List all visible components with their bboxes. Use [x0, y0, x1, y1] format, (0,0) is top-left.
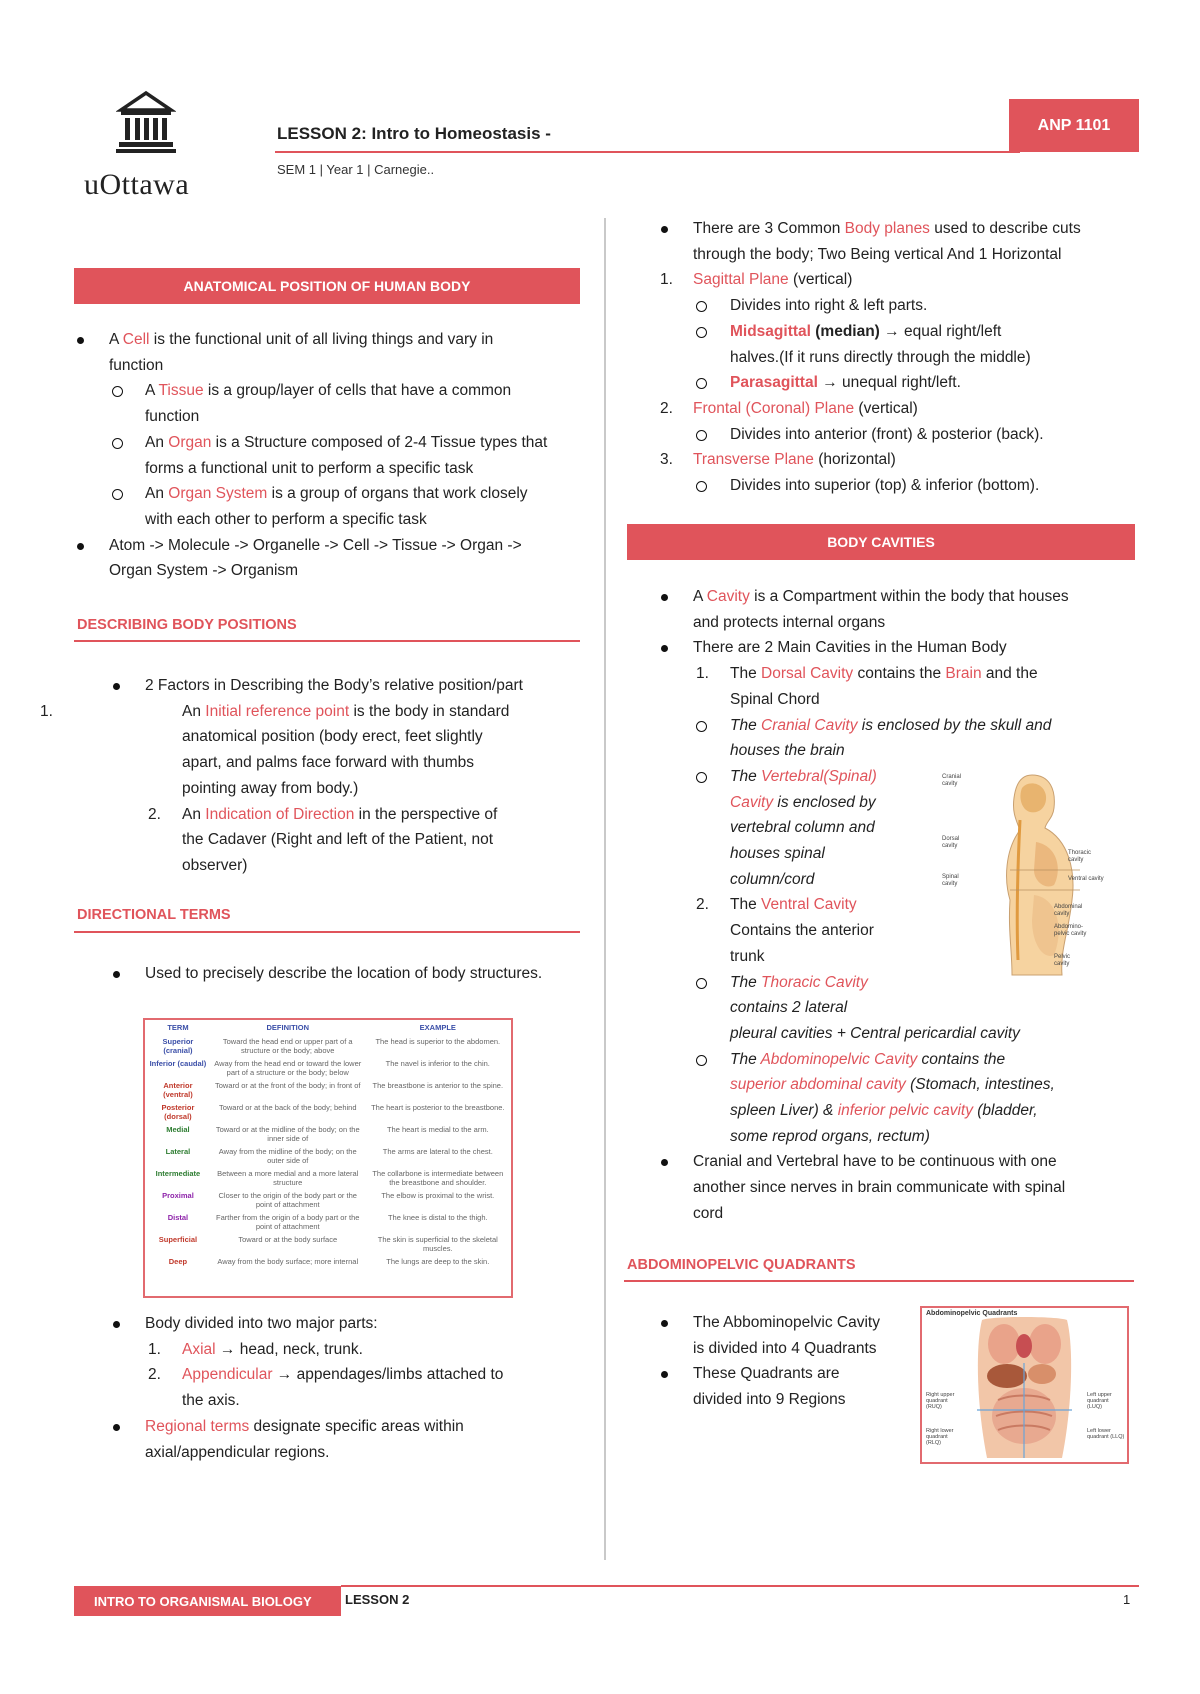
table-row: [145, 1035, 511, 1057]
list-item: Body divided into two major parts:: [74, 1311, 594, 1337]
list-item: The Cranial Cavity is enclosed by the skull and: [622, 713, 1142, 739]
table-cell: Closer to the origin of the body part or the point of attachment: [218, 1191, 357, 1209]
list-item: A Cavity is a Compartment within the body that houses: [622, 584, 1142, 610]
body-cavities-figure: [942, 770, 1104, 980]
page-number: 1: [1123, 1592, 1131, 1607]
list-item-cont: apart, and palms face forward with thumbs: [182, 754, 475, 772]
table-cell: The breastbone is anterior to the spine.: [372, 1081, 504, 1090]
figure-label: Left upper quadrant (LUQ): [1087, 1392, 1112, 1410]
table-cell: Superficial: [158, 1235, 198, 1244]
list-item: 1. Sagittal Plane (vertical): [660, 271, 853, 289]
list-item-cont: Spinal Chord: [730, 690, 820, 708]
list-item: Cranial and Vertebral have to be continuous with one: [622, 1149, 1142, 1175]
table-cell: Toward the head end or upper part of a structure or the body; above: [222, 1037, 353, 1055]
table-cell: Away from the head end or toward the lower part of a structure or the body; below: [214, 1059, 362, 1077]
list-item: Parasagittal → unequal right/left.: [622, 370, 1142, 396]
list-item-cont: some reprod organs, rectum): [730, 1127, 930, 1145]
table-cell: Distal: [167, 1213, 189, 1222]
anatomical-list: [74, 327, 594, 584]
list-item: 2 Factors in Describing the Body’s relative position/part: [74, 673, 594, 699]
list-item-cont: Contains the anterior: [730, 922, 874, 940]
positions-list: [40, 673, 594, 879]
list-item: 1. Axial → head, neck, trunk.: [148, 1340, 363, 1358]
section-rule: [624, 1280, 1134, 1282]
list-item: The Abbominopelvic Cavity: [622, 1310, 922, 1336]
list-item: 1. The Dorsal Cavity contains the Brain and the: [696, 665, 1038, 683]
section-heading-directional: DIRECTIONAL TERMS: [77, 907, 231, 923]
figure-label: Thoracic cavity: [1068, 850, 1092, 863]
list-item-cont: houses spinal: [730, 845, 825, 863]
figure-label: Right lower quadrant (RLQ): [926, 1428, 954, 1446]
table-row: [145, 1211, 511, 1233]
column-divider: [604, 218, 606, 1560]
table-cell: Posterior (dorsal): [161, 1103, 195, 1121]
list-item-cont: axial/appendicular regions.: [145, 1443, 330, 1461]
table-row: [145, 1101, 511, 1123]
subtitle: SEM 1 | Year 1 | Carnegie..: [277, 162, 435, 177]
list-item-cont: through the body; Two Being vertical And 1 Horizontal: [693, 245, 1062, 263]
list-item: 3. Transverse Plane (horizontal): [660, 451, 896, 469]
list-item-cont: anatomical position (body erect, feet slightly: [182, 728, 483, 746]
list-item-cont: pleural cavities + Central pericardial cavity: [730, 1024, 1020, 1042]
list-item-cont: column/cord: [730, 870, 815, 888]
directional-terms-table: [143, 1018, 513, 1298]
table-header: TERM: [167, 1023, 189, 1032]
list-item-cont: contains 2 lateral: [730, 999, 848, 1017]
list-item-cont: with each other to perform a specific task: [145, 510, 427, 528]
table-row: [145, 1079, 511, 1101]
table-cell: The arms are lateral to the chest.: [382, 1147, 493, 1156]
list-item: 1. An Initial reference point is the body in standard: [40, 702, 510, 720]
list-item-cont: halves.(If it runs directly through the middle): [730, 348, 1031, 366]
planes-list: [622, 216, 1142, 499]
list-item: Divides into anterior (front) & posterior (back).: [622, 422, 1142, 448]
list-item-cont: forms a functional unit to perform a specific task: [145, 459, 474, 477]
title-rule: [275, 151, 1020, 153]
table-row: [145, 1255, 511, 1268]
list-item: These Quadrants are: [622, 1361, 922, 1387]
footer-lesson: LESSON 2: [345, 1592, 410, 1607]
table-cell: Between a more medial and a more lateral structure: [217, 1169, 359, 1187]
list-item-cont: pointing away from body.): [182, 779, 359, 797]
list-item: Used to precisely describe the location of body structures.: [74, 961, 594, 987]
table-cell: The skin is superficial to the skeletal muscles.: [377, 1235, 498, 1253]
list-item-cont: and protects internal organs: [693, 613, 886, 631]
table-header: EXAMPLE: [419, 1023, 456, 1032]
list-item: The Thoracic Cavity: [622, 970, 1142, 996]
figure-label: Right upper quadrant (RUQ): [926, 1392, 955, 1410]
table-cell: The heart is medial to the arm.: [386, 1125, 489, 1134]
list-item-cont: trunk: [730, 947, 765, 965]
table-cell: Away from the body surface; more internal: [217, 1257, 359, 1266]
table-cell: Intermediate: [155, 1169, 201, 1178]
table-cell: The navel is inferior to the chin.: [385, 1059, 490, 1068]
table-cell: Deep: [168, 1257, 188, 1266]
list-item: Regional terms designate specific areas within: [74, 1414, 594, 1440]
table-cell: The heart is posterior to the breastbone.: [371, 1103, 505, 1112]
list-item: An Organ is a Structure composed of 2-4 Tissue types that: [74, 430, 594, 456]
table-cell: Toward or at the midline of the body; on the inner side of: [215, 1125, 360, 1143]
figure-label: Dorsal cavity: [942, 836, 960, 849]
list-item: 2. Appendicular → appendages/limbs attached to: [148, 1366, 504, 1384]
list-item: The Vertebral(Spinal): [622, 764, 1142, 790]
list-item-cont: spleen Liver) & inferior pelvic cavity (bladder,: [730, 1102, 1038, 1120]
list-item-cont: divided into 9 Regions: [693, 1391, 846, 1409]
page-title: LESSON 2: Intro to Homeostasis -: [277, 124, 551, 143]
table-cell: The head is superior to the abdomen.: [375, 1037, 501, 1046]
section-rule: [74, 931, 580, 933]
table-cell: Away from the midline of the body; on the outer side of: [218, 1147, 357, 1165]
figure-label: Spinal cavity: [942, 874, 959, 887]
list-item: Midsagittal (median) → equal right/left: [622, 319, 1142, 345]
list-item-cont: another since nerves in brain communicate with spinal: [693, 1179, 1066, 1197]
list-item-cont: function: [145, 408, 200, 426]
list-item: The Abdominopelvic Cavity contains the: [622, 1047, 1142, 1073]
quadrants-figure: [920, 1306, 1129, 1464]
footer-course: INTRO TO ORGANISMAL BIOLOGY: [74, 1586, 341, 1616]
list-item: Divides into right & left parts.: [622, 293, 1142, 319]
list-item: There are 3 Common Body planes used to describe cuts: [622, 216, 1142, 242]
table-cell: Lateral: [165, 1147, 191, 1156]
figure-label: Left lower quadrant (LLQ): [1087, 1428, 1125, 1440]
table-cell: Toward or at the back of the body; behind: [218, 1103, 357, 1112]
table-cell: Inferior (caudal): [149, 1059, 207, 1068]
list-item: A Cell is the functional unit of all living things and vary in: [74, 327, 594, 353]
table-cell: Superior (cranial): [162, 1037, 194, 1055]
list-item-cont: Cavity is enclosed by: [730, 793, 876, 811]
list-item: Atom -> Molecule -> Organelle -> Cell -> Tissue -> Organ ->: [74, 533, 594, 559]
table-cell: The collarbone is intermediate between the breastbone and shoulder.: [372, 1169, 504, 1187]
section-heading-anatomical: ANATOMICAL POSITION OF HUMAN BODY: [74, 268, 580, 304]
list-item: 2. An Indication of Direction in the perspective of: [148, 805, 498, 823]
table-row: [145, 1167, 511, 1189]
list-item-cont: the Cadaver (Right and left of the Patient, not: [182, 831, 494, 849]
quadrants-list: [622, 1310, 922, 1413]
list-item: A Tissue is a group/layer of cells that have a common: [74, 378, 594, 404]
directional-intro: [74, 961, 594, 987]
table-cell: Toward or at the front of the body; in front of: [214, 1081, 361, 1090]
list-item-cont: houses the brain: [730, 742, 845, 760]
list-item-cont: function: [109, 356, 164, 374]
list-item: 2. Frontal (Coronal) Plane (vertical): [660, 399, 918, 417]
list-item: An Organ System is a group of organs that work closely: [74, 481, 594, 507]
list-item-cont: Organ System -> Organism: [109, 562, 299, 580]
list-item: There are 2 Main Cavities in the Human Body: [622, 635, 1142, 661]
list-item-cont: is divided into 4 Quadrants: [693, 1339, 877, 1357]
table-cell: Farther from the origin of a body part or the point of attachment: [216, 1213, 360, 1231]
list-item-cont: vertebral column and: [730, 819, 875, 837]
list-item-cont: the axis.: [182, 1392, 240, 1410]
table-cell: The elbow is proximal to the wrist.: [381, 1191, 495, 1200]
table-row: [145, 1233, 511, 1255]
section-heading-positions: DESCRIBING BODY POSITIONS: [77, 617, 297, 633]
figure-label: Abdomino-pelvic cavity: [1054, 924, 1087, 937]
section-heading-cavities: BODY CAVITIES: [627, 524, 1135, 560]
section-heading-quadrants: ABDOMINOPELVIC QUADRANTS: [627, 1257, 856, 1273]
list-item: Divides into superior (top) & inferior (bottom).: [622, 473, 1142, 499]
figure-title: Abdominopelvic Quadrants: [926, 1310, 1018, 1317]
major-parts-list: [74, 1311, 594, 1465]
logo-text: uOttawa: [84, 168, 190, 201]
list-item-cont: observer): [182, 856, 248, 874]
table-row: [145, 1123, 511, 1145]
table-row: [145, 1057, 511, 1079]
section-rule: [74, 640, 580, 642]
table-cell: Anterior (ventral): [163, 1081, 193, 1099]
table-cell: Toward or at the body surface: [238, 1235, 338, 1244]
figure-label: Ventral cavity: [1068, 876, 1104, 882]
figure-label: Abdominal cavity: [1054, 904, 1083, 917]
figure-label: Pelvic cavity: [1054, 954, 1071, 967]
table-header: DEFINITION: [266, 1023, 309, 1032]
table-cell: The lungs are deep to the skin.: [386, 1257, 490, 1266]
table-row: [145, 1145, 511, 1167]
table-cell: Proximal: [162, 1191, 194, 1200]
list-item-cont: superior abdominal cavity (Stomach, intestines,: [730, 1076, 1055, 1094]
figure-label: Cranial cavity: [942, 774, 962, 787]
table-cell: The knee is distal to the thigh.: [387, 1213, 488, 1222]
course-badge: ANP 1101: [1009, 99, 1139, 152]
list-item: 2. The Ventral Cavity: [696, 896, 857, 914]
table-row: [145, 1189, 511, 1211]
footer-rule: [341, 1585, 1139, 1587]
table-cell: Medial: [166, 1125, 190, 1134]
list-item-cont: cord: [693, 1204, 724, 1222]
